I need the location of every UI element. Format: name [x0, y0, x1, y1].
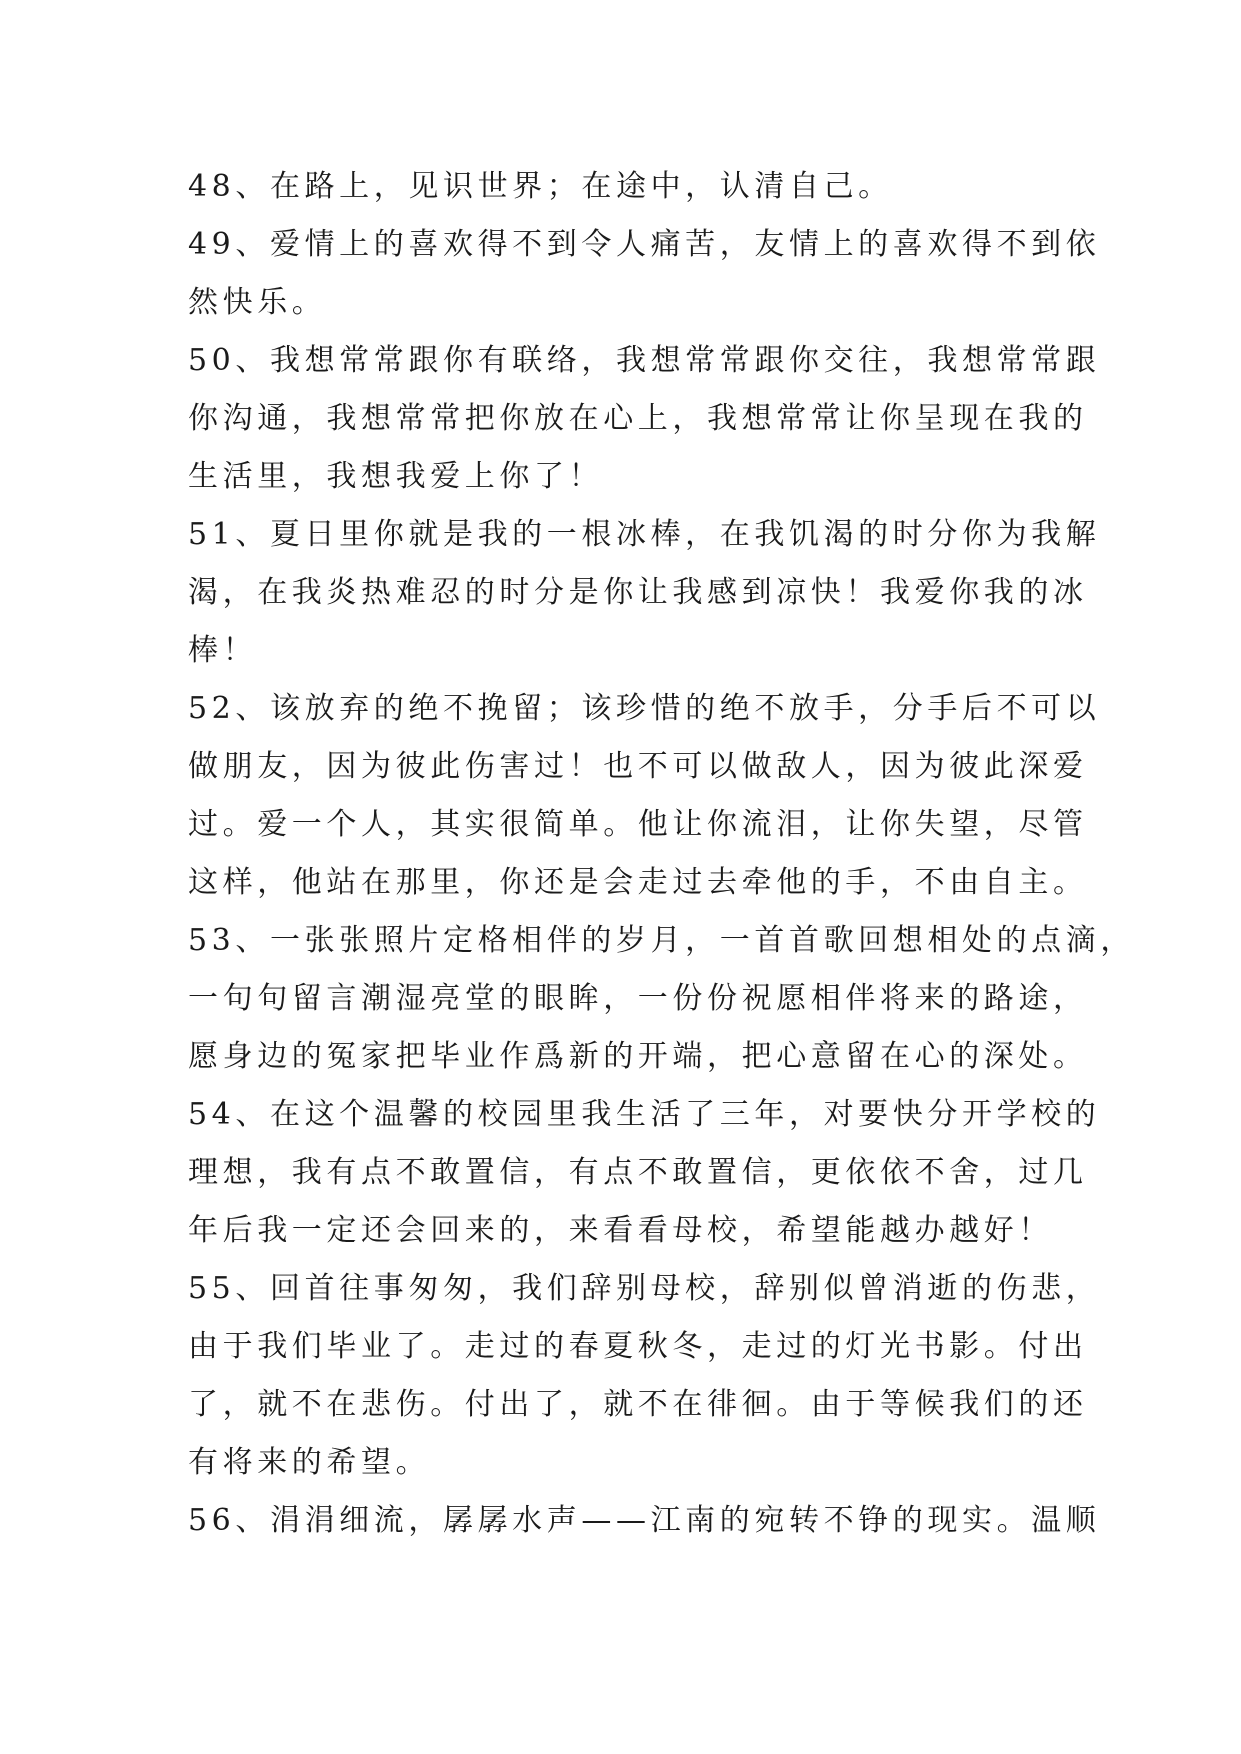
text-line: 有将来的希望。	[188, 1445, 431, 1480]
text-line: 53、一张张照片定格相伴的岁月，一首首歌回想相处的点滴，	[188, 923, 1135, 958]
text-line: 49、爱情上的喜欢得不到令人痛苦，友情上的喜欢得不到依	[188, 227, 1101, 262]
text-line: 54、在这个温馨的校园里我生活了三年，对要快分开学校的	[188, 1097, 1101, 1132]
text-line: 这样，他站在那里，你还是会走过去牵他的手，不由自主。	[188, 865, 1088, 900]
text-line: 了，就不在悲伤。付出了，就不在徘徊。由于等候我们的还	[188, 1387, 1088, 1422]
text-line: 年后我一定还会回来的，来看看母校，希望能越办越好！	[188, 1213, 1053, 1248]
text-line: 51、夏日里你就是我的一根冰棒，在我饥渴的时分你为我解	[188, 517, 1101, 552]
body-text	[188, 158, 1135, 1550]
text-line: 然快乐。	[188, 285, 327, 320]
text-line: 棒！	[188, 633, 258, 668]
text-line: 50、我想常常跟你有联络，我想常常跟你交往，我想常常跟	[188, 343, 1101, 378]
text-line: 你沟通，我想常常把你放在心上，我想常常让你呈现在我的	[188, 401, 1088, 436]
text-line: 理想，我有点不敢置信，有点不敢置信，更依依不舍，过几	[188, 1155, 1088, 1190]
text-line: 48、在路上，见识世界；在途中，认清自己。	[188, 169, 893, 204]
text-line: 56、涓涓细流，孱孱水声——江南的宛转不铮的现实。温顺	[188, 1503, 1101, 1538]
text-line: 由于我们毕业了。走过的春夏秋冬，走过的灯光书影。付出	[188, 1329, 1088, 1364]
text-line: 52、该放弃的绝不挽留；该珍惜的绝不放手，分手后不可以	[188, 691, 1101, 726]
text-line: 55、回首往事匆匆，我们辞别母校，辞别似曾消逝的伤悲，	[188, 1271, 1101, 1306]
text-line: 生活里，我想我爱上你了！	[188, 459, 604, 494]
text-line: 渴，在我炎热难忍的时分是你让我感到凉快！我爱你我的冰	[188, 575, 1088, 610]
text-line: 一句句留言潮湿亮堂的眼眸，一份份祝愿相伴将来的路途，	[188, 981, 1088, 1016]
text-line: 过。爱一个人，其实很简单。他让你流泪，让你失望，尽管	[188, 807, 1088, 842]
text-line: 做朋友，因为彼此伤害过！也不可以做敌人，因为彼此深爱	[188, 749, 1088, 784]
text-line: 愿身边的冤家把毕业作爲新的开端，把心意留在心的深处。	[188, 1039, 1088, 1074]
